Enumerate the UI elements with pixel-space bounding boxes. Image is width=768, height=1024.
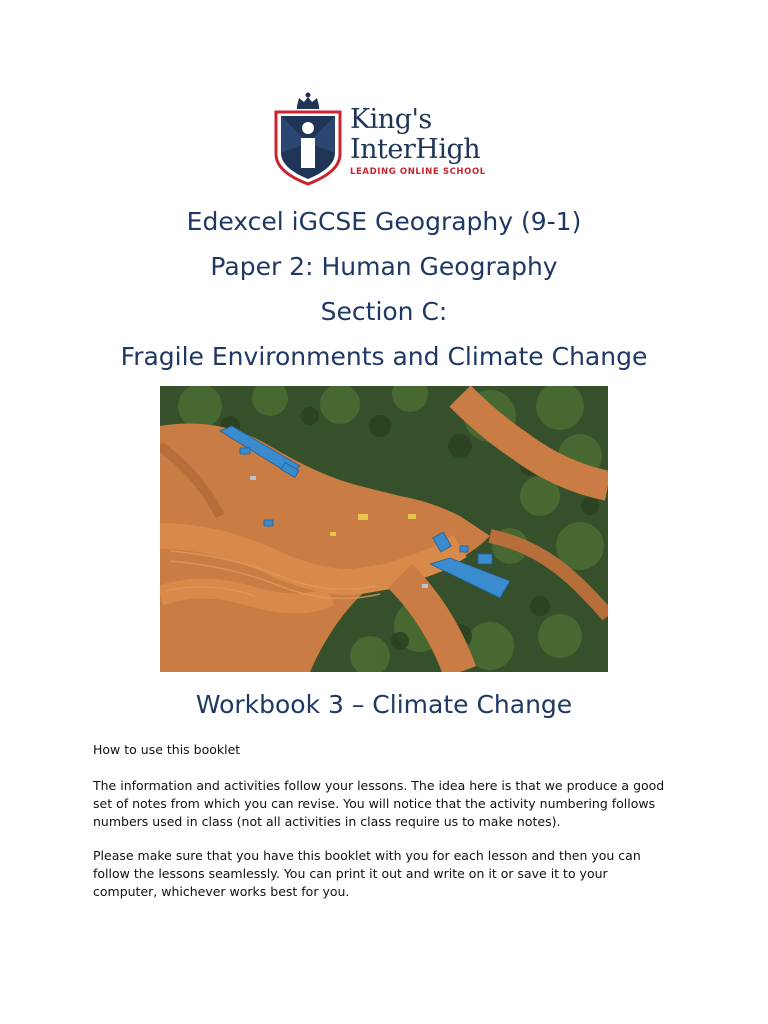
paragraph-1-line: The information and activities follow your lessons. The idea here is that we produce a good: [93, 778, 665, 793]
paragraph-1-line: set of notes from which you can revise. You will notice that the activity numbering follows: [93, 796, 656, 811]
deforestation-aerial-photo: [160, 386, 608, 672]
crest-shield-icon: [270, 88, 350, 188]
logo-line-2: InterHigh: [350, 134, 481, 165]
paragraph-1-line: numbers used in class (not all activities in class require us to make notes).: [93, 814, 561, 829]
kings-interhigh-logo: [266, 88, 500, 188]
instructions-paragraph-1: [93, 777, 693, 831]
topic-title: Fragile Environments and Climate Change: [120, 342, 648, 371]
course-title: Edexcel iGCSE Geography (9-1): [186, 207, 582, 236]
instructions-heading: How to use this booklet: [93, 742, 241, 757]
paragraph-2-line: Please make sure that you have this booklet with you for each lesson and then you can: [93, 848, 641, 863]
paper-title: Paper 2: Human Geography: [210, 252, 558, 281]
logo-tagline: LEADING ONLINE SCHOOL: [350, 167, 486, 177]
paragraph-2-line: computer, whichever works best for you.: [93, 884, 350, 899]
section-title: Section C:: [320, 297, 448, 326]
workbook-title: Workbook 3 – Climate Change: [195, 690, 573, 719]
logo-line-1: King's: [350, 104, 432, 135]
logo-wordmark: [350, 106, 486, 177]
instructions-paragraph-2: [93, 847, 693, 901]
paragraph-2-line: follow the lessons seamlessly. You can print it out and write on it or save it to your: [93, 866, 608, 881]
